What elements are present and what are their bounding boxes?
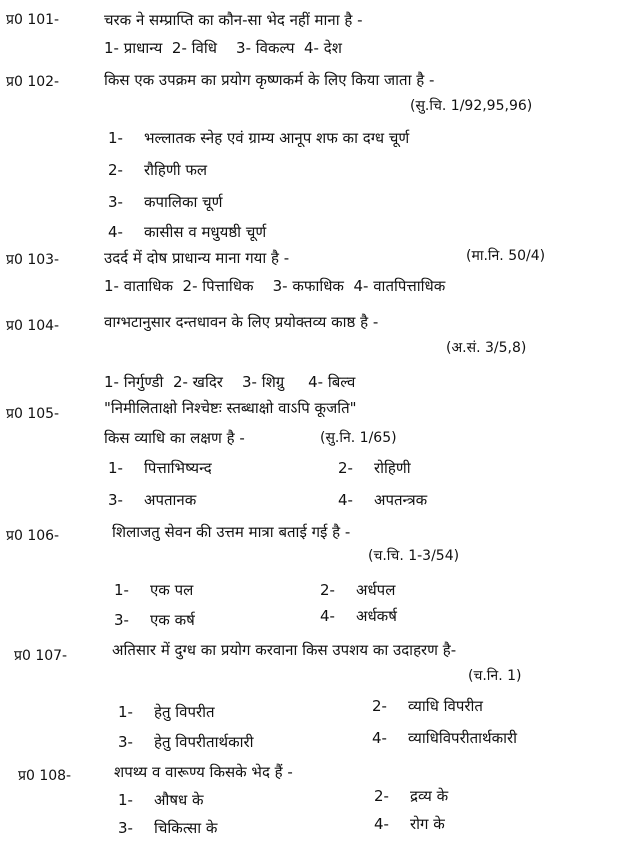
option-text: अपतानक — [144, 491, 197, 509]
option-text: कासीस व मधुयष्ठी चूर्ण — [144, 223, 267, 241]
option-text: हेतु विपरीतार्थकारी — [154, 733, 254, 751]
option-text: एक कर्ष — [150, 611, 195, 629]
question-number: प्र0 103- — [6, 252, 60, 268]
option-number: 3- — [118, 819, 133, 837]
question-number: प्र0 107- — [14, 648, 68, 664]
option-text: अर्धकर्ष — [356, 607, 397, 625]
option-number: 2- — [372, 697, 387, 715]
option — [118, 732, 254, 752]
option-number: 4- — [372, 729, 387, 747]
option-text: अपतन्त्रक — [374, 491, 428, 509]
option-text: द्रव्य के — [410, 787, 449, 805]
option — [108, 458, 212, 478]
option — [372, 696, 483, 716]
reference: (सु.चि. 1/92,95,96) — [410, 98, 533, 114]
question-text: चरक ने सम्प्राप्ति का कौन-सा भेद नहीं माना है - — [104, 11, 363, 29]
option-number: 2- — [320, 581, 335, 599]
option-number: 4- — [374, 815, 389, 833]
option — [108, 128, 409, 148]
option-number: 2- — [108, 161, 123, 179]
option-number: 3- — [108, 491, 123, 509]
question-text: शिलाजतु सेवन की उत्तम मात्रा बताई गई है - — [112, 523, 351, 541]
reference: (च.चि. 1-3/54) — [368, 548, 460, 564]
option-text: हेतु विपरीत — [154, 703, 215, 721]
option-text: एक पल — [150, 581, 194, 599]
option — [114, 580, 193, 600]
option-number: 1- — [114, 581, 129, 599]
option-text: रोहिणी — [374, 459, 411, 477]
option-text: पित्ताभिष्यन्द — [144, 459, 212, 477]
question-number: प्र0 106- — [6, 528, 60, 544]
option-number: 3- — [114, 611, 129, 629]
option-number: 3- — [108, 193, 123, 211]
question-text: उदर्द में दोष प्राधान्य माना गया है - — [104, 249, 290, 267]
option-number: 3- — [118, 733, 133, 751]
option-text: औषध के — [154, 791, 204, 809]
question-number: प्र0 102- — [6, 74, 60, 90]
option-text: भल्लातक स्नेह एवं ग्राम्य आनूप शफ का दग्ध चूर्ण — [144, 129, 410, 147]
option — [108, 160, 207, 180]
option-number: 4- — [338, 491, 353, 509]
options-inline: 1- निर्गुण्डी 2- खदिर 3- शिग्रु 4- बिल्व — [104, 373, 356, 391]
option-number: 2- — [374, 787, 389, 805]
option — [108, 222, 266, 242]
option — [374, 814, 445, 834]
option-number: 1- — [118, 703, 133, 721]
reference: (मा.नि. 50/4) — [466, 248, 546, 264]
option-text: अर्धपल — [356, 581, 396, 599]
option — [372, 728, 517, 748]
option-number: 2- — [338, 459, 353, 477]
question-number: प्र0 104- — [6, 318, 60, 334]
question-text: "निमीलिताक्षो निश्चेष्टः स्तब्धाक्षो वाऽपि कूजति" — [104, 399, 357, 417]
reference: (अ.सं. 3/5,8) — [446, 340, 527, 356]
question-number: प्र0 101- — [6, 12, 60, 28]
option — [338, 490, 427, 510]
question-number: प्र0 108- — [18, 768, 72, 784]
option — [108, 490, 196, 510]
option-number: 1- — [108, 129, 123, 147]
option-text: व्याधि विपरीत — [408, 697, 483, 715]
option-number: 1- — [118, 791, 133, 809]
question-text: वाग्भटानुसार दन्तधावन के लिए प्रयोक्तव्य काष्ठ है - — [104, 313, 379, 331]
option-number: 4- — [320, 607, 335, 625]
reference: (च.नि. 1) — [468, 668, 522, 684]
option — [118, 702, 215, 722]
options-inline: 1- वाताधिक 2- पित्ताधिक 3- कफाधिक 4- वातपित्ताधिक — [104, 277, 446, 295]
question-text-continued: किस व्याधि का लक्षण है - — [104, 429, 245, 447]
option-text: कपालिका चूर्ण — [144, 193, 223, 211]
option — [108, 192, 223, 212]
option-text: रोग के — [410, 815, 445, 833]
option — [320, 606, 397, 626]
options-inline: 1- प्राधान्य 2- विधि 3- विकल्प 4- देश — [104, 39, 342, 57]
option — [338, 458, 411, 478]
option-number: 1- — [108, 459, 123, 477]
option-text: व्याधिविपरीतार्थकारी — [408, 729, 518, 747]
option — [114, 610, 195, 630]
option-text: चिकित्सा के — [154, 819, 218, 837]
question-number: प्र0 105- — [6, 406, 60, 422]
question-text: किस एक उपक्रम का प्रयोग कृष्णकर्म के लिए किया जाता है - — [104, 71, 435, 89]
option-number: 4- — [108, 223, 123, 241]
option — [118, 818, 217, 838]
option — [118, 790, 204, 810]
question-text: अतिसार में दुग्ध का प्रयोग करवाना किस उपशय का उदाहरण है- — [112, 641, 457, 659]
option-text: रौहिणी फल — [144, 161, 208, 179]
option — [374, 786, 448, 806]
reference: (सु.नि. 1/65) — [320, 430, 397, 446]
question-text: शपथ्य व वारूण्य किसके भेद हैं - — [114, 763, 293, 781]
option — [320, 580, 395, 600]
